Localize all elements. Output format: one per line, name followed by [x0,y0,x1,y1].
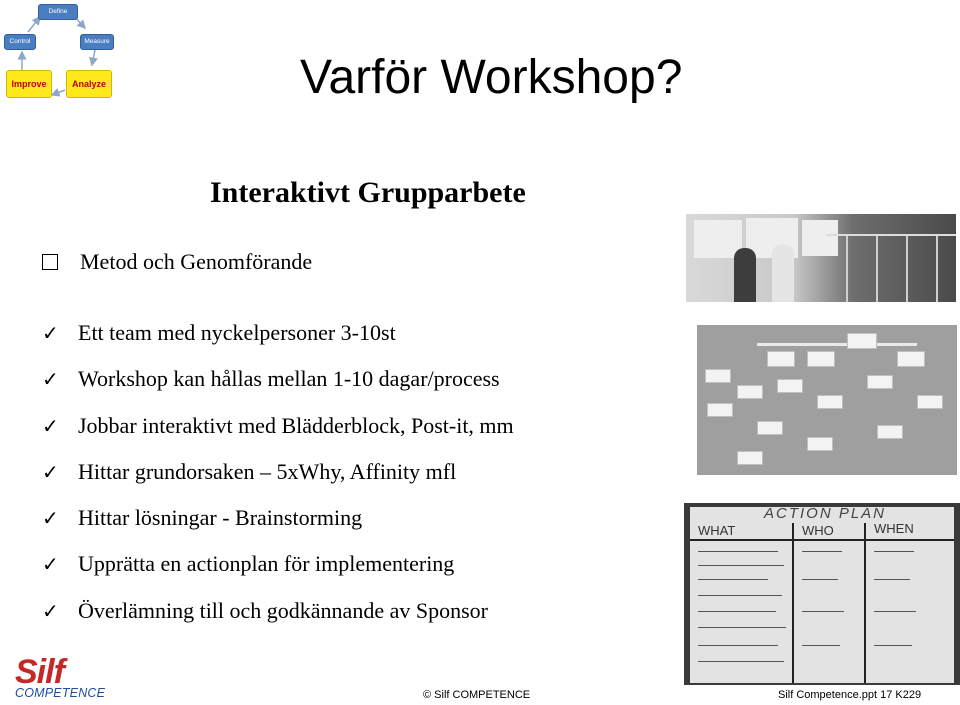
bullet-item [42,411,514,457]
bullet-text: Upprätta en actionplan för implementering [78,551,455,577]
checkmark-icon: ✓ [42,552,59,577]
checkmark-icon: ✓ [42,459,59,484]
checkmark-icon: ✓ [42,598,59,623]
logo-brand: Silf [15,653,64,691]
bullet-item [42,364,514,410]
workshop-photo [686,214,956,302]
action-plan-photo [684,503,960,685]
analyze-step: Analyze [66,70,112,98]
bullet-item [42,457,514,503]
when-header: WHEN [874,521,914,536]
bullet-text: Ett team med nyckelpersoner 3-10st [78,320,396,345]
control-step: Control [4,34,36,50]
checkmark-icon: ✓ [42,321,59,345]
bullet-item [42,503,514,549]
bullet-text: Hittar grundorsaken – 5xWhy, Affinity mfl [78,458,457,484]
bullet-item [42,596,514,642]
checkbox-bullet-icon [42,254,58,270]
bullet-text: Överlämning till och godkännande av Sponsor [78,597,488,623]
slide-title: Varför Workshop? [300,51,683,104]
improve-step: Improve [6,70,52,98]
bullet-list [42,318,514,642]
measure-step: Measure [80,34,114,50]
footer-copyright: © Silf COMPETENCE [423,689,531,701]
define-step: Define [38,4,78,20]
slide-subtitle: Interaktivt Grupparbete [210,176,526,209]
method-heading [42,249,312,275]
affinity-photo [697,325,957,475]
action-plan-banner: ACTION PLAN [764,505,887,522]
checkmark-icon: ✓ [42,413,59,438]
bullet-item [42,549,514,595]
checkmark-icon: ✓ [42,367,59,392]
who-header: WHO [802,523,834,538]
bullet-text: Hittar lösningar - Brainstorming [78,505,363,531]
method-heading-text: Metod och Genomförande [80,249,313,274]
bullet-item [42,318,514,364]
bullet-text: Jobbar interaktivt med Blädderblock, Post-it, mm [78,412,514,438]
footer-slide-info: Silf Competence.ppt 17 K229 [778,689,922,701]
bullet-text: Workshop kan hållas mellan 1-10 dagar/process [78,366,500,392]
what-header: WHAT [698,523,736,538]
silf-logo [15,655,115,701]
dmaic-cycle-diagram [0,0,125,105]
checkmark-icon: ✓ [42,506,59,531]
logo-tagline: COMPETENCE [15,686,106,700]
